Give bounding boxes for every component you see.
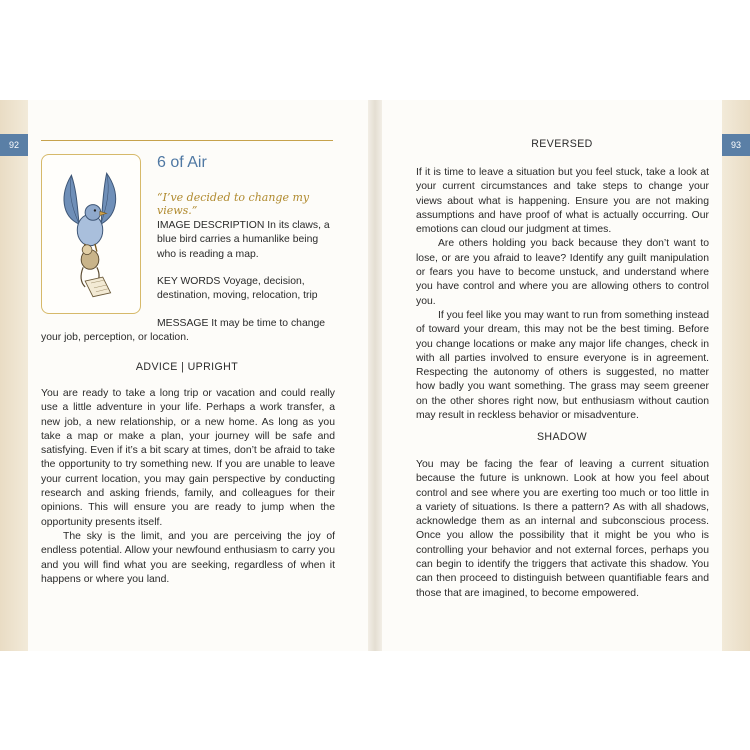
paper-edge-left [0,100,28,651]
key-words-text: Voyage, decision, destination, moving, relocation, trip [157,276,318,302]
bird-carrying-reader-illustration [42,155,140,313]
message-first-line [41,317,333,331]
message-text-line1: It may be time to change [211,318,326,329]
image-description-label: IMAGE DESCRIPTION [157,220,265,231]
shadow-paragraph: You may be facing the fear of leaving a current situation because the future is unknown. Look at how you feel about control and see where you are exerting too much or too little in a variety of situations. Is there a pattern? As with all shadows, acknowledge them as an internal and subconscious process. Once you allow the possibility that it might be you who is controlling your behavior and not external forces, perhaps you can begin to identify the triggers that activate this shadow. You can then proceed to distinguish between quantifiable fears and those that are imagined, to become empowered. [416,459,709,599]
key-words [157,275,337,304]
reversed-paragraph: If you feel like you may want to run from something instead of toward your dream, this may not be the best timing. Before you change locations or make any major life changes, check in with all parties involved to ensure everyone is in agreement. Respecting the autonomy of others is suggested, no matter how badly you want something. The grass may seem greener on the other shores right now, but enthusiasm without caution may result in reckless behavior or misadventure. [416,309,709,422]
advice-upright-heading: ADVICE | UPRIGHT [135,361,239,373]
key-words-label: KEY WORDS [157,276,221,287]
message [41,317,333,346]
reversed-paragraph: If it is time to leave a situation but you feel stuck, take a look at your current circumstances and take steps to change your views about what is happening. Ensure you are not making assumptions and have proof of what is actually occurring. Our emotions can cloud our judgment at times. [416,167,709,236]
reversed-section [416,166,709,423]
card-quote: “I’ve decided to change my views.” [157,191,310,217]
reversed-paragraph: Are others holding you back because they don’t want to lose, or are you afraid to leave? Identify any guilt manipulation or fears you have to become unstuck, and understand where you have control and where you are allowing others to control you. [416,238,709,307]
book-gutter [368,100,382,651]
page-number-left: 92 [0,134,28,156]
advice-paragraph: The sky is the limit, and you are perceiving the joy of endless potential. Allow your newfound enthusiasm to carry you and you will find what you are seeking, regardless of when it happens or where you land. [41,530,335,585]
shadow-section [416,458,709,601]
message-text-rest: your job, perception, or location. [41,332,189,344]
page-number-right: 93 [722,134,750,156]
paper-edge-right [722,100,750,651]
advice-section [41,387,335,587]
advice-paragraph: You are ready to take a long trip or vacation and could really use a little adventure in your life. Perhaps a work transfer, a new job, a new relationship, or a new home. As long as you take a map or make a plan, your journey will be safe and satisfying. Even if it’s a bit scary at times, don’t be afraid to take the opportunity to try something new. If you are unable to leave your current location, you may gain perspective by conducting research and asking friends, family, and colleagues for their opinions. This will ensure you are ready to jump when the opportunity presents itself. [41,388,335,528]
card-title: 6 of Air [157,154,207,171]
image-description-text: In its claws, a blue bird carries a humanlike being who is reading a map. [157,220,330,260]
reversed-heading: REVERSED [531,138,593,150]
shadow-heading: SHADOW [536,431,588,443]
message-label: MESSAGE [157,318,209,329]
tarot-card-image [41,154,141,314]
image-description [157,219,337,262]
header-rule [41,140,333,141]
